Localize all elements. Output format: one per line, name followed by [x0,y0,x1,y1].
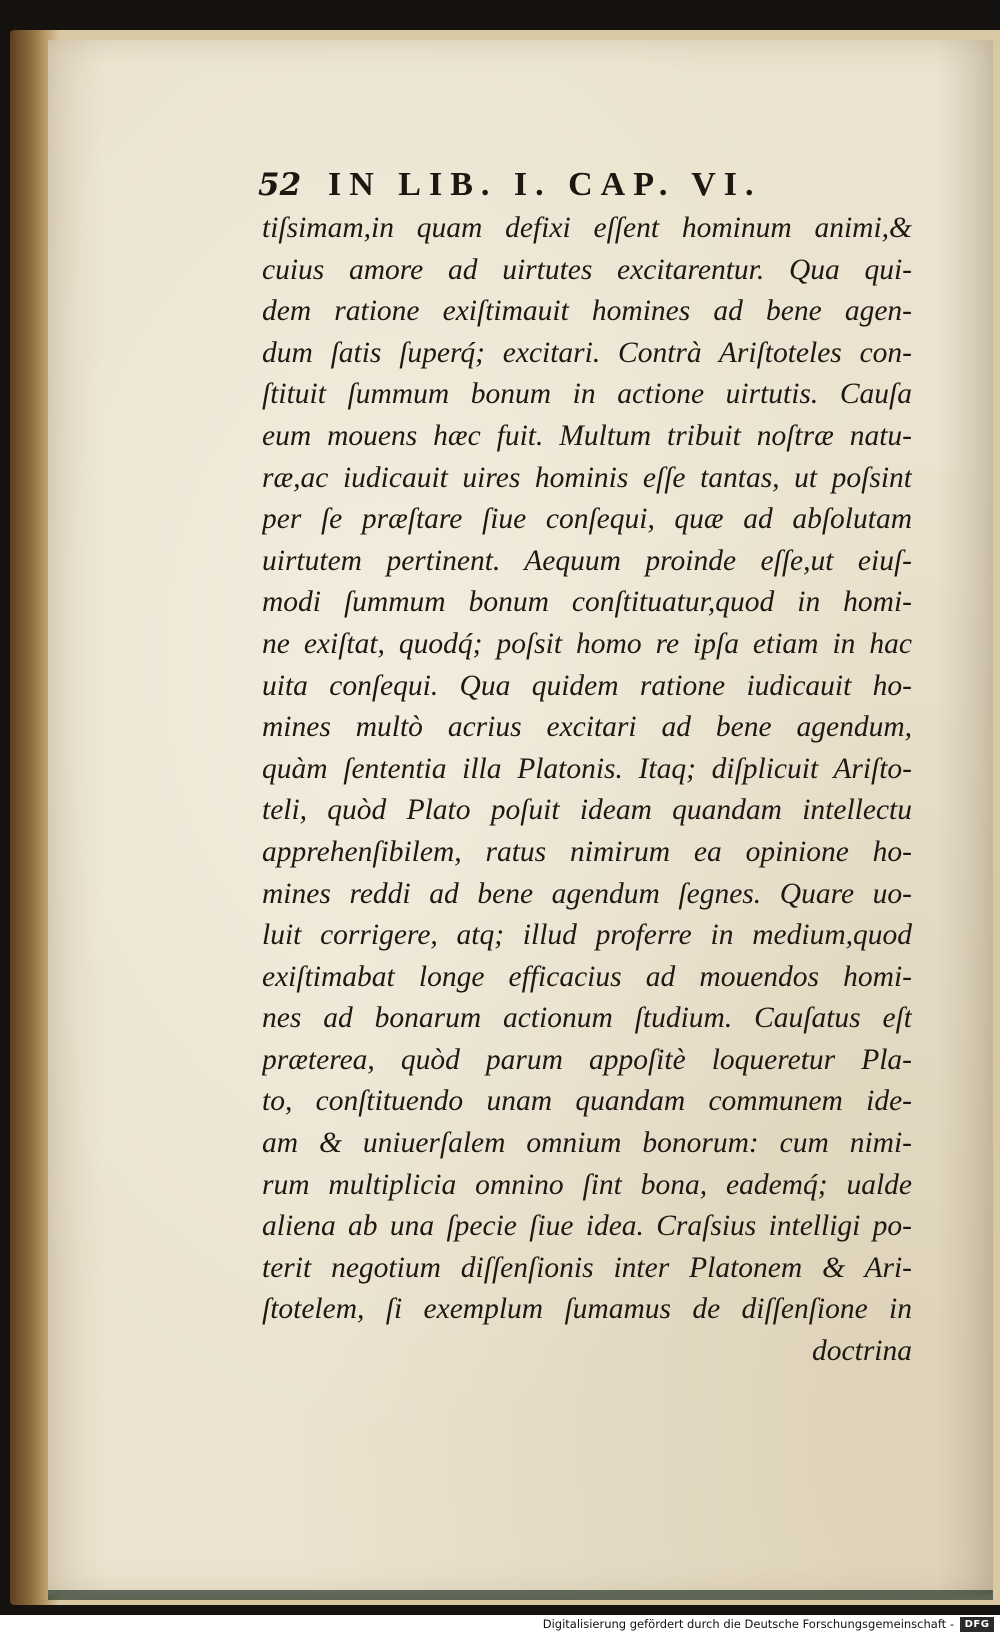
text-line: rum multiplicia omnino ſint bona, eademq́; ualde [262,1168,912,1201]
text-line: dem ratione exiſtimauit homines ad bene agen- [262,295,912,328]
funding-credit: Digitalisierung gefördert durch die Deutsche Forschungsgemeinschaft - [542,1617,954,1631]
dfg-logo: DFG [960,1617,994,1632]
text-line: am & uniuerſalem omnium bonorum: cum nimi- [262,1127,912,1160]
text-line: uirtutem pertinent. Aequum proinde eſſe,ut eiuſ- [262,544,912,577]
text-line: cuius amore ad uirtutes excitarentur. Qua qui- [262,253,912,286]
catchword: doctrina [812,1335,912,1368]
text-line: præterea, quòd parum appoſitè loqueretur Pla- [262,1043,912,1076]
text-line: uita conſequi. Qua quidem ratione iudicauit ho- [262,669,912,702]
text-line: to, conſtituendo unam quandam communem ide- [262,1085,912,1118]
text-line: terit negotium diſſenſionis inter Platonem & Ari- [262,1251,912,1284]
text-line: apprehenſibilem, ratus nimirum ea opinione ho- [262,835,912,868]
text-line: quàm ſententia illa Platonis. Itaq; diſplicuit Ariſto- [262,752,912,785]
running-head [258,166,818,210]
text-line: mines reddi ad bene agendum ſegnes. Quare uo- [262,877,912,910]
text-line: eum mouens hæc fuit. Multum tribuit noſtræ natu- [262,419,912,452]
text-line: teli, quòd Plato poſuit ideam quandam intellectu [262,794,912,827]
text-line: mines multò acrius excitari ad bene agendum, [262,711,912,744]
text-line: modi ſummum bonum conſtituatur,quod in homi- [262,586,912,619]
text-line: ne exiſtat, quodq́; poſsit homo re ipſa etiam in hac [262,627,912,660]
page-bottom-edge [48,1590,993,1600]
text-line: aliena ab una ſpecie ſiue idea. Craſsius intelligi po- [262,1210,912,1243]
body-text [262,208,912,1368]
text-line: nes ad bonarum actionum ſtudium. Cauſatus eſt [262,1002,912,1035]
text-line: exiſtimabat longe efficacius ad mouendos homi- [262,960,912,993]
digitization-footer [0,1615,1000,1635]
text-line: ſtotelem, ſi exemplum ſumamus de diſſenſione in [262,1293,912,1326]
text-line: ræ,ac iudicauit uires hominis eſſe tantas, ut poſsint [262,461,912,494]
text-line: ſtituit ſummum bonum in actione uirtutis. Cauſa [262,378,912,411]
text-line: per ſe præſtare ſiue conſequi, quæ ad abſolutam [262,503,912,536]
page-number: 52 [258,167,302,203]
text-line: luit corrigere, atq; illud proferre in medium,quod [262,919,912,952]
text-line: dum ſatis ſuperq́; excitari. Contrà Ariſtoteles con- [262,336,912,369]
text-line: tiſsimam,in quam defixi eſſent hominum animi,& [262,212,912,244]
chapter-heading: IN LIB. I. CAP. VI. [328,166,762,203]
